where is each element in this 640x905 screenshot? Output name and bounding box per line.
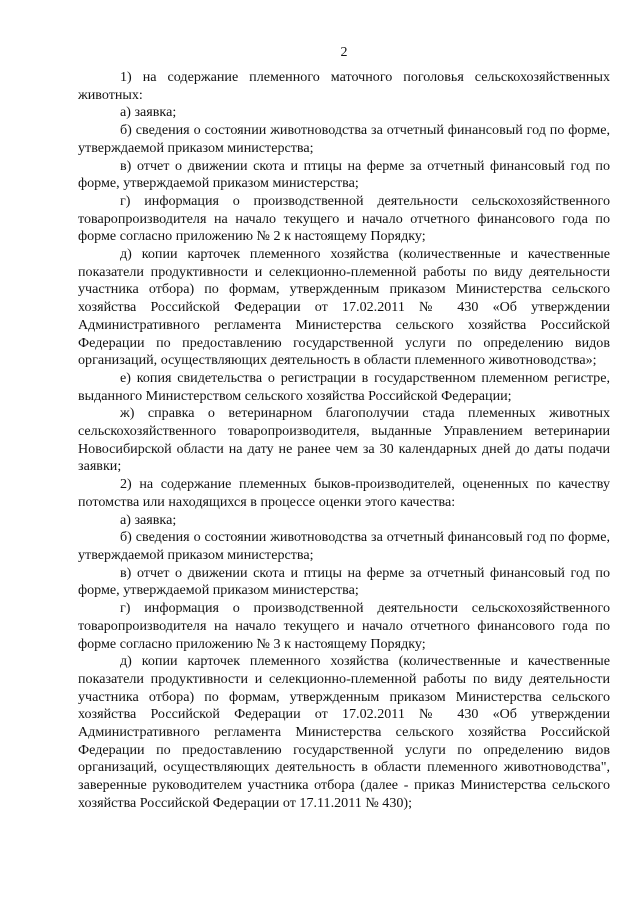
paragraph-1e: д) копии карточек племенного хозяйства (количественные и качественные показатели продуктивности и селекционно-племенной работы по виду деятельности участника отбора) по формам, утвержденным приказом Министерства сельского хозяйства Российской Федерации от 17.02.2011 № 430 «Об утверждении Административного регламента Министерства сельского хозяйства Российской Федерации по предоставлению государственной услуги по определению видов организаций, осуществляющих деятельность в области племенного животноводства»; <box>78 246 610 369</box>
paragraph-1b: б) сведения о состоянии животноводства за отчетный финансовый год по форме, утверждаемой приказом министерства; <box>78 122 610 156</box>
paragraph-1c: в) отчет о движении скота и птицы на ферме за отчетный финансовый год по форме, утверждаемой приказом министерства; <box>78 157 610 192</box>
document-page <box>78 45 610 813</box>
paragraph-2b: б) сведения о состоянии животноводства за отчетный финансовый год по форме, утверждаемой приказом министерства; <box>78 529 610 563</box>
paragraph-1d: г) информация о производственной деятельности сельскохозяйственного товаропроизводителя на начало текущего и начало отчетного финансового года по форме согласно приложению № 2 к настоящему Порядку; <box>78 192 610 245</box>
paragraph-2c: в) отчет о движении скота и птицы на ферме за отчетный финансовый год по форме, утверждаемой приказом министерства; <box>78 564 610 599</box>
page-number: 2 <box>340 45 348 60</box>
paragraph-section-1-intro: 1) на содержание племенного маточного поголовья сельскохозяйственных животных: <box>78 69 610 103</box>
paragraph-1f: е) копия свидетельства о регистрации в государственном племенном регистре, выданного Министерством сельского хозяйства Российской Федерации; <box>78 369 610 404</box>
paragraph-section-2-intro: 2) на содержание племенных быков-производителей, оцененных по качеству потомства или находящихся в процессе оценки этого качества: <box>78 476 610 510</box>
paragraph-2a: а) заявка; <box>120 511 177 528</box>
paragraph-2d: г) информация о производственной деятельности сельскохозяйственного товаропроизводителя на начало текущего и начало отчетного финансового года по форме согласно приложению № 3 к настоящему Порядку; <box>78 600 610 652</box>
paragraph-1g: ж) справка о ветеринарном благополучии стада племенных животных сельскохозяйственного товаропроизводителя, выданные Управлением ветеринарии Новосибирской области на дату не ранее чем за 30 календарных дней до даты подачи заявки; <box>78 405 610 475</box>
paragraph-1a: а) заявка; <box>120 104 177 121</box>
paragraph-2e: д) копии карточек племенного хозяйства (количественные и качественные показатели продуктивности и селекционно-племенной работы по виду деятельности участника отбора) по формам, утвержденным приказом Министерства сельского хозяйства Российской Федерации от 17.02.2011 № 430 «Об утверждении Административного регламента Министерства сельского хозяйства Российской Федерации по предоставлению государственной услуги по определению видов организаций, осуществляющих деятельность в области племенного животноводства", заверенные руководителем участника отбора (далее - приказ Министерства сельского хозяйства Российской Федерации от 17.11.2011 № 430); <box>78 653 610 811</box>
